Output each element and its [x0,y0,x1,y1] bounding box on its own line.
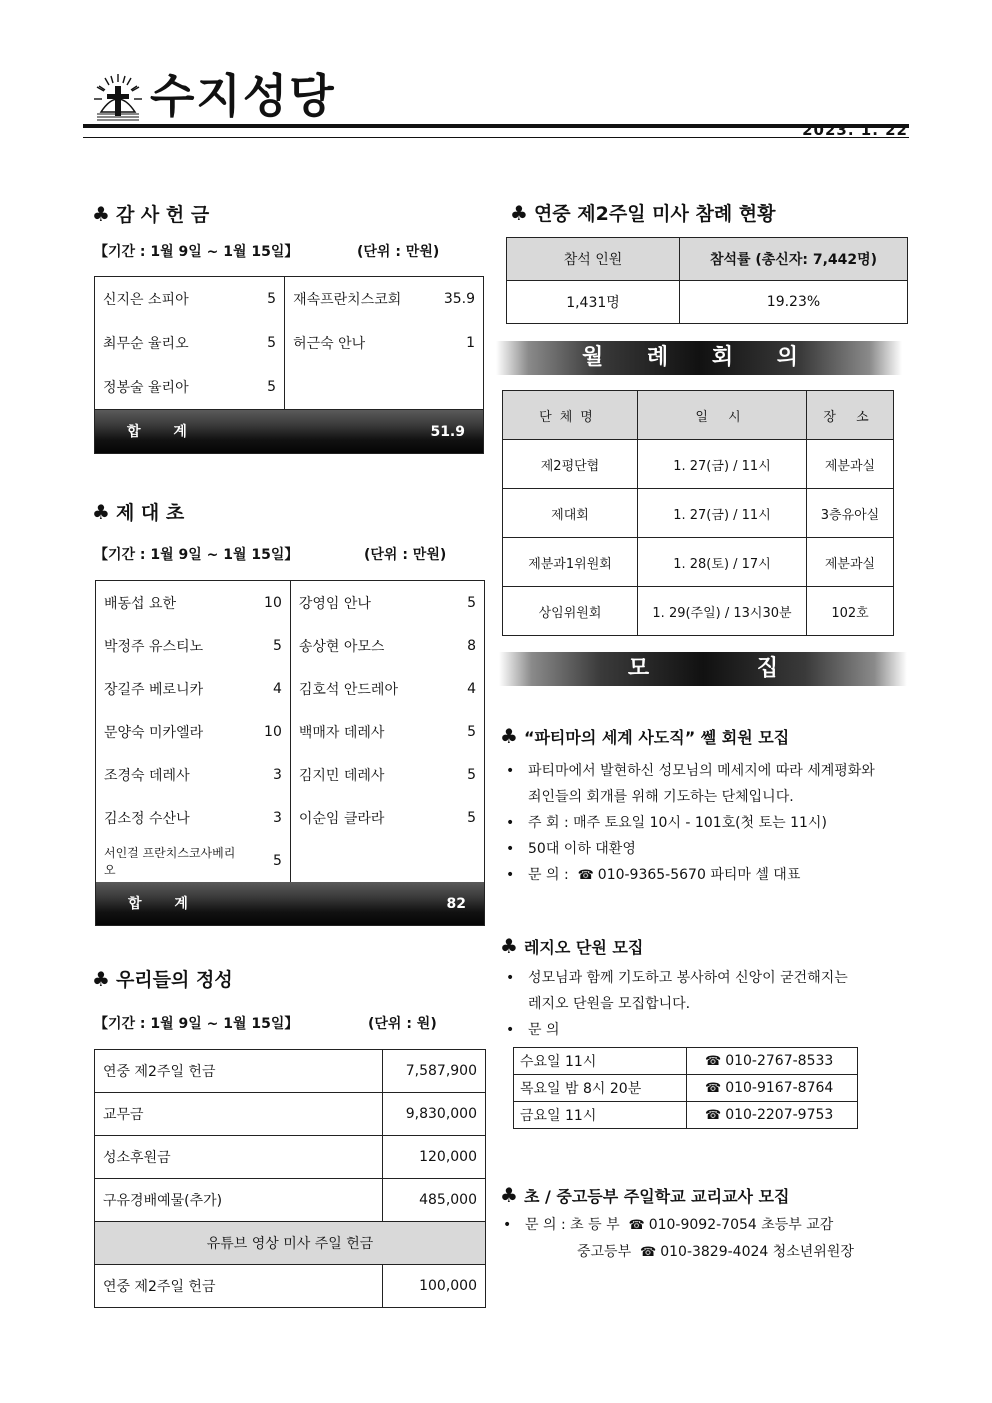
table-row [507,238,908,281]
meeting-group: 제분과1위원회 [503,538,638,587]
club-suit-icon: ♣ [500,934,518,958]
contact-time: 금요일 11시 [514,1102,687,1129]
table-row [96,667,485,710]
table-row [95,1222,486,1265]
offerings-table [94,1049,486,1308]
list-item: • 문 의 : ☎ 010-9365-5670 파티마 셀 대표 [506,867,801,883]
donor-name: 김지민 데레사 [298,767,385,784]
telephone-icon: ☎ [577,868,594,883]
issue-date: 2023. 1. 22 [802,121,908,139]
table-row [95,277,484,322]
table-row [514,1048,858,1075]
donor-name: 재속프란치스코회 [293,292,402,308]
club-suit-icon: ♣ [92,967,110,991]
fatima-details [506,758,916,889]
offering-value: 100,000 [383,1265,486,1308]
list-item: • 파티마에서 발현하신 성모님의 메세지에 따라 세계평화와 [506,763,875,779]
club-suit-icon: ♣ [500,724,518,748]
contact-phone-cell [687,1048,858,1075]
offering-label: 교무금 [95,1093,383,1136]
total-label: 합 계 [128,896,202,912]
table-row [95,1265,486,1308]
attendance-table [506,237,908,324]
monthly-meeting-bar: 월 례 회 의 [496,341,902,375]
donor-amount: 5 [467,723,476,740]
church-logo-icon [93,72,143,122]
meeting-time: 1. 27(금) / 11시 [638,440,807,489]
meeting-time: 1. 28(토) / 17시 [638,538,807,587]
attendance-rate: 19.23% [680,281,908,324]
thanks-offering-unit: (단위 : 만원) [357,244,440,260]
attendance-header-count: 참석 인원 [507,238,680,281]
legio-contact-table [513,1047,858,1129]
telephone-icon: ☎ [640,1245,657,1260]
donor-name: 이순임 클라라 [298,810,385,827]
telephone-icon: ☎ [705,1054,722,1069]
donor-name: 장길주 베로니카 [104,681,204,698]
attendance-count: 1,431명 [507,281,680,324]
donor-name [290,839,445,883]
offerings-title: ♣ 우리들의 정성 [92,967,233,991]
church-name: 수지성당 [150,69,336,123]
thanks-offering-total-bar [94,410,484,454]
list-item: • 주 회 : 매주 토요일 10시 - 101호(첫 토는 11시) [506,815,827,831]
donor-name: 배동섭 요한 [104,595,177,612]
list-item: • 문 의 : 초 등 부 ☎ 010-9092-7054 초등부 교감 [503,1217,834,1233]
table-row [96,581,485,625]
total-label: 합 계 [127,424,201,440]
donor-amount: 10 [250,581,290,625]
table-row [96,710,485,753]
donor-amount: 4 [250,667,290,710]
table-row [95,1050,486,1093]
telephone-icon: ☎ [705,1108,722,1123]
list-item: • 50대 이하 대환영 [506,841,636,857]
meeting-group: 제2평단협 [503,440,638,489]
table-row [95,321,484,365]
meeting-header-place: 장 소 [807,391,894,440]
fatima-title: ♣ “파티마의 세계 사도직” 쎌 회원 모집 [500,724,790,748]
header-rule-thin [83,137,909,138]
contact-phone: 010-2207-9753 [725,1107,834,1123]
contact-phone: 010-9167-8764 [725,1080,834,1096]
table-row [95,365,484,410]
offerings-unit: (단위 : 원) [368,1016,437,1032]
donor-amount [445,839,484,883]
meeting-time: 1. 29(주일) / 13시30분 [638,587,807,636]
meeting-group: 상임위원회 [503,587,638,636]
meeting-place: 제분과실 [807,440,894,489]
telephone-icon: ☎ [705,1081,722,1096]
school-details [503,1212,923,1266]
donor-name: 백매자 데레사 [298,724,385,741]
donor-amount: 5 [246,277,285,322]
offering-value: 9,830,000 [383,1093,486,1136]
candles-period: 【기간 : 1월 9일 ~ 1월 15일】 [94,547,299,563]
offering-value: 485,000 [383,1179,486,1222]
table-row [503,440,894,489]
recruit-bar: 모 집 [499,652,907,686]
donor-name: 김소정 수산나 [104,810,190,827]
donor-amount: 5 [467,594,476,611]
attendance-header-rate: 참석률 (총신자: 7,442명) [680,238,908,281]
list-item: 레지오 단원을 모집합니다. [528,996,691,1012]
thanks-offering-table [94,276,484,410]
meetings-table [502,390,894,636]
table-row [503,489,894,538]
donor-amount: 10 [250,710,290,753]
contact-time: 수요일 11시 [514,1048,687,1075]
donor-amount: 3 [250,796,290,839]
legio-details [506,965,916,1043]
list-item: • 문 의 [506,1022,560,1038]
offering-label: 성소후원금 [95,1136,383,1179]
donor-name [285,365,436,410]
club-suit-icon: ♣ [92,500,110,524]
contact-time: 목요일 밤 8시 20분 [514,1075,687,1102]
contact-phone-cell [687,1075,858,1102]
donor-name: 최무순 율리오 [103,336,189,352]
candles-table [95,580,485,883]
table-row [514,1075,858,1102]
donor-amount: 5 [250,839,290,883]
legio-title: ♣ 레지오 단원 모집 [500,934,644,958]
donor-name: 서인걸 프란치스코사베리오 [104,845,236,877]
table-row [507,281,908,324]
candles-unit: (단위 : 만원) [364,547,447,563]
offering-value: 7,587,900 [383,1050,486,1093]
donor-name: 강영임 안나 [298,595,371,612]
club-suit-icon: ♣ [92,202,110,226]
table-row [96,753,485,796]
donor-name: 정봉술 율리아 [103,380,189,396]
donor-amount: 5 [246,365,285,410]
donor-amount: 5 [467,809,476,826]
youtube-offering-header: 유튜브 영상 미사 주일 헌금 [95,1222,486,1265]
meeting-header-time: 일 시 [638,391,807,440]
donor-amount: 35.9 [443,291,475,307]
donor-amount: 4 [467,680,476,697]
list-item: 죄인들의 회개를 위해 기도하는 단체입니다. [528,789,794,805]
meeting-time: 1. 27(금) / 11시 [638,489,807,538]
list-item: • 성모님과 함께 기도하고 봉사하여 신앙이 굳건해지는 [506,970,848,986]
donor-name: 허근숙 안나 [293,336,366,352]
donor-name: 문양숙 미카엘라 [104,724,204,741]
table-row [503,538,894,587]
club-suit-icon: ♣ [510,201,528,225]
donor-amount: 5 [467,766,476,783]
attendance-title: ♣ 연중 제2주일 미사 참례 현황 [510,201,776,225]
thanks-offering-period: 【기간 : 1월 9일 ~ 1월 15일】 [94,244,299,260]
meeting-place: 3층유아실 [807,489,894,538]
donor-amount [436,365,484,410]
donor-amount: 1 [466,335,475,351]
donor-amount: 5 [250,624,290,667]
offering-label: 구유경배예물(추가) [95,1179,383,1222]
donor-name: 박정주 유스티노 [104,638,204,655]
thanks-offering-title: ♣ 감 사 헌 금 [92,202,210,226]
contact-phone: 010-2767-8533 [725,1053,834,1069]
donor-name: 신지은 소피아 [103,292,189,308]
candles-total-bar [95,882,485,926]
table-row [96,796,485,839]
table-row [96,624,485,667]
table-row [503,391,894,440]
school-title: ♣ 초 / 중고등부 주일학교 교리교사 모집 [500,1183,790,1207]
club-suit-icon: ♣ [500,1183,518,1207]
donor-amount: 5 [246,321,285,365]
table-row [95,1136,486,1179]
donor-name: 송상현 아모스 [298,638,385,655]
donor-amount: 3 [250,753,290,796]
donor-amount: 8 [467,637,476,654]
list-item: 중고등부 ☎ 010-3829-4024 청소년위원장 [577,1244,854,1260]
donor-name: 김호석 안드레아 [298,681,398,698]
contact-phone-cell [687,1102,858,1129]
table-row [96,839,485,883]
offering-value: 120,000 [383,1136,486,1179]
total-value: 82 [446,896,466,912]
offering-label: 연중 제2주일 헌금 [95,1050,383,1093]
header-rule [83,124,909,128]
table-row [95,1093,486,1136]
meeting-place: 제분과실 [807,538,894,587]
table-row [514,1102,858,1129]
candles-title: ♣ 제 대 초 [92,500,185,524]
telephone-icon: ☎ [628,1218,645,1233]
offering-label: 연중 제2주일 헌금 [95,1265,383,1308]
total-value: 51.9 [430,424,465,440]
table-row [503,587,894,636]
offerings-period: 【기간 : 1월 9일 ~ 1월 15일】 [94,1016,299,1032]
table-row [95,1179,486,1222]
donor-name: 조경숙 데레사 [104,767,190,784]
meeting-header-group: 단체명 [503,391,638,440]
meeting-place: 102호 [807,587,894,636]
meeting-group: 제대회 [503,489,638,538]
